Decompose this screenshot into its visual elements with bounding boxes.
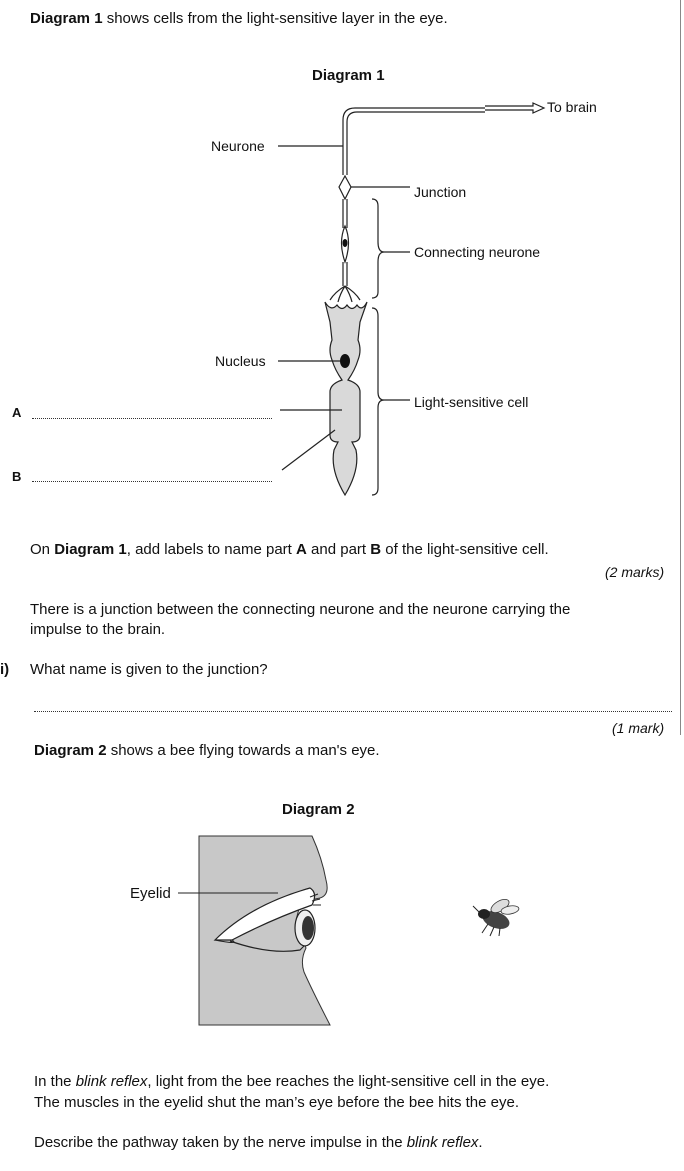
para-line1 xyxy=(34,1073,549,1091)
label-neurone: Neurone xyxy=(211,138,265,154)
qb-stem-line1: There is a junction between the connecting neurone and the neurone carrying the xyxy=(30,601,571,618)
para-l1-italic: blink reflex xyxy=(75,1073,148,1090)
qa-mid1: , add labels to name part xyxy=(126,541,297,558)
intro-diagram2-text: shows a bee flying towards a man's eye. xyxy=(106,742,380,759)
para-l3-pre: Describe the pathway taken by the nerve impulse in the xyxy=(34,1134,407,1151)
bee-icon xyxy=(473,897,520,936)
label-junction: Junction xyxy=(414,184,467,200)
qa-diagram: Diagram 1 xyxy=(54,541,127,558)
para-line3 xyxy=(34,1134,483,1152)
label-light-sensitive-cell: Light-sensitive cell xyxy=(414,394,529,410)
qbi-number: i) xyxy=(0,661,10,678)
para-line2: The muscles in the eyelid shut the man’s eye before the bee hits the eye. xyxy=(34,1094,520,1111)
diagram1-title: Diagram 1 xyxy=(312,67,385,84)
label-eyelid: Eyelid xyxy=(130,885,171,902)
qa-marks: (2 marks) xyxy=(605,564,665,580)
label-nucleus: Nucleus xyxy=(215,353,266,369)
part-a-letter: A xyxy=(12,405,22,420)
qa-mid2: and part xyxy=(306,541,371,558)
part-b-letter: B xyxy=(12,469,22,484)
qa-b: B xyxy=(370,541,382,558)
para-l1-post: , light from the bee reaches the light-sensitive cell in the eye. xyxy=(147,1073,550,1090)
label-connecting-neurone: Connecting neurone xyxy=(414,244,541,260)
qbi-marks: (1 mark) xyxy=(612,720,665,736)
diagram2-title: Diagram 2 xyxy=(282,801,355,818)
label-to-brain: To brain xyxy=(547,99,597,115)
intro-diagram1-ref: Diagram 1 xyxy=(30,10,103,27)
qa-post: of the light-sensitive cell. xyxy=(381,541,549,558)
qa-pre: On xyxy=(30,541,55,558)
qbi-text: What name is given to the junction? xyxy=(30,661,268,678)
iris xyxy=(302,916,314,940)
qb-stem-line2: impulse to the brain. xyxy=(30,621,166,638)
intro-diagram1-text: shows cells from the light-sensitive layer in the eye. xyxy=(102,10,448,27)
para-l3-italic: blink reflex xyxy=(406,1134,479,1151)
qa-a: A xyxy=(296,541,307,558)
para-l1-pre: In the xyxy=(34,1073,76,1090)
para-l3-post: . xyxy=(478,1134,483,1151)
intro-diagram2-ref: Diagram 2 xyxy=(34,742,107,759)
